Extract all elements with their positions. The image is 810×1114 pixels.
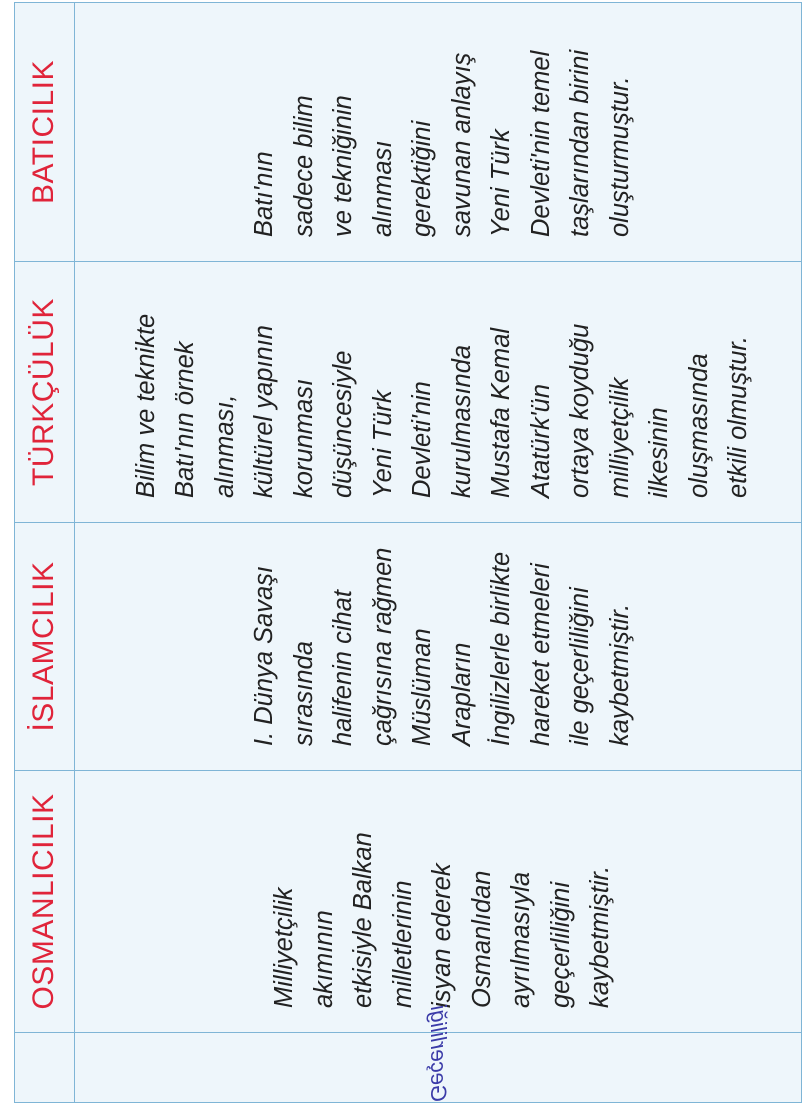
cell-baticilik: Batı'nın sadece bilim ve tekniğinin alınması gerektiğini savunan anlayış Yeni Türk Devleti'nin temel taşlarından birini oluşturmuştur. <box>74 3 801 262</box>
header-baticilik: BATICILIK <box>15 3 75 262</box>
header-turkculuk: TÜRKÇÜLÜK <box>15 262 75 523</box>
row-label-gecerliligi <box>74 1005 801 1103</box>
cell-islamcilik: I. Dünya Savaşı sırasında halifenin cihat çağrısına rağmen Müslüman Arapların İngilizlerle birlikte hareket etmeleri ile geçerliliğini kaybetmiştir. <box>74 523 801 771</box>
header-islamcilik: İSLAMCILIK <box>15 523 75 771</box>
corner-cell <box>15 1033 75 1103</box>
validity-row <box>74 3 801 1103</box>
header-osmanlicilik: OSMANLICILIK <box>15 771 75 1033</box>
cell-turkculuk: Bilim ve teknikte Batı'nın örnek alınması, kültürel yapının korunması düşüncesiyle Yeni Türk Devleti'nin kurulmasında Mustafa Kemal Atatürk'ün ortaya koyduğu milliyetçilik ilkesinin oluşmasında etkili olmuştur. <box>74 262 801 523</box>
ideologies-table <box>14 2 802 1103</box>
cell-osmanlicilik: Milliyetçilik akımının etkisiyle Balkan milletlerinin isyan ederek Osmanlıdan ayrılmasıyla geçerliliğini kaybetmiştir. <box>74 771 801 1033</box>
row-label-text: Geçerliliği <box>425 1005 451 1102</box>
header-row <box>15 3 75 1103</box>
rotated-table-wrapper <box>14 8 802 1103</box>
